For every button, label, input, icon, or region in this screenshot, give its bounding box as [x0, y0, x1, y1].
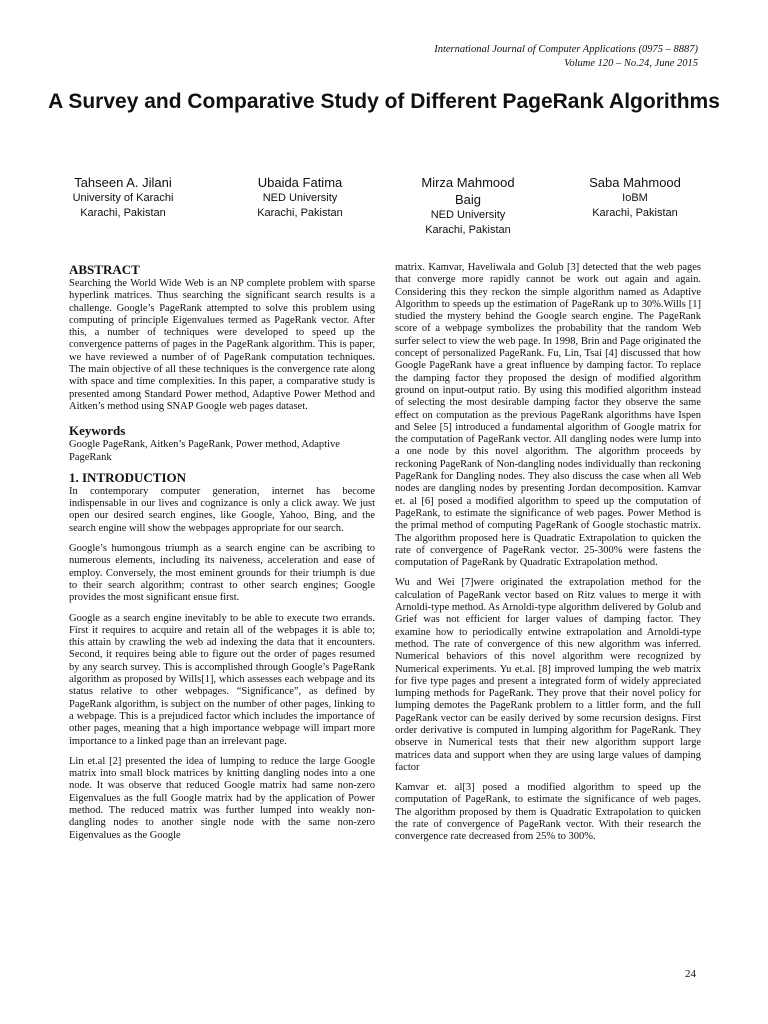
author-location: Karachi, Pakistan	[425, 224, 511, 236]
author-affiliation: NED University	[430, 209, 506, 221]
journal-name: International Journal of Computer Applications (0975 – 8887)	[434, 44, 698, 55]
author-2	[225, 174, 375, 221]
page-number: 24	[685, 968, 696, 980]
intro-paragraph-1: In contemporary computer generation, internet has become indispensable in our lives and cognizance is only a click away. We just open our desired search engines, like Google, Yahoo, Bing, and the search engine will show the webpages appropriate for our search.	[69, 485, 375, 534]
author-name: Tahseen A. Jilani	[74, 175, 172, 190]
author-affiliation: NED University	[262, 192, 338, 204]
author-location: Karachi, Pakistan	[257, 207, 343, 219]
author-location: Karachi, Pakistan	[592, 207, 678, 219]
abstract-heading: ABSTRACT	[69, 262, 140, 277]
author-name: Saba Mahmood	[589, 175, 681, 190]
author-4	[560, 174, 710, 221]
author-1	[48, 174, 198, 221]
keywords-heading: Keywords	[69, 423, 126, 439]
intro-paragraph-4: Lin et.al [2] presented the idea of lumping to reduce the large Google matrix into small block matrices by knitting dangling nodes into a one node. It was observe that reduced Google matrix had same non-zero Eigenvalues as the full Google matrix had by the application of Power method. The reduced matrix was further lumped into weakly non-dangling nodes to another single node with the same non-zero Eigenvalues as the Google	[69, 755, 375, 841]
intro-paragraph-6: Wu and Wei [7]were originated the extrapolation method for the calculation of PageRank vector based on Ritz values to merge it with Arnoldi-type method. As Arnoldi-type algorithm delivered by Golub and Grief was not efficient for larger values of damping factor. They examine how to periodically entwine extrapolation and Arnoldi-type method. The rate of convergence of this new algorithm was inferred. Numerical behaviors of this novel algorithm were recognized by Numerical experiments. Yu et.al. [8] improved lumping the web matrix for five type pages and present a integrated form of widely appreciated lumping methods for PageRank. They prove that their novel policy for lumping demotes the PageRank problem to a littler form, and the full PageRank vector can be easily derived by some recursion designs. First order derivative is computed in lumping algorithm for PageRank. They observe in Numerical tests that their new algorithm support large matrices data and support when they are using large values of damping factor	[395, 577, 701, 773]
journal-header	[434, 43, 698, 71]
intro-paragraph-3: Google as a search engine inevitably to be able to execute two errands. First it requires to acquire and retain all of the webpages it is able to; this attain by crawling the web ad indexing the data that it encounters. Second, it requires being able to figure out the order of pages resumed by any search survey. This is accomplished through Google’s PageRank algorithm as proposed by Wills[1], which assesses each webpage and its status relative to other webpages. “Significance”, as defined by PageRank algorithm, is subject on the number of other pages, linking to a webpage. This is a prejudiced factor which includes the importance of other pages, meaning that a high importance webpage will impart more importance to a linked page than an irrelevant page.	[69, 612, 375, 747]
introduction-heading: 1. INTRODUCTION	[69, 469, 187, 485]
author-3	[393, 174, 543, 238]
journal-volume: Volume 120 – No.24, June 2015	[564, 58, 698, 69]
intro-paragraph-5: matrix. Kamvar, Haveliwala and Golub [3] detected that the web pages that converge more rapidly cannot be work out again and again. Considering this they reckon the simple algorithm named as Adaptive Algorithm to speeds up the estimation of PageRank up to 30%.Wills [1] studied the mystery behind the Google search engine. The PageRank score of a webpage symbolizes the probability that the random Web surfer select to view the web page. In 1998, Brin and Page originated the concept of personalized PageRank. Fu, Lin, Tsai [4] discussed that how Google PageRank have a great influence by damping factor. To replace the damping factor they proposed the design of modified algorithm ground on input-output ratio. By using this modified algorithm instead of selecting the most desirable damping factor they observe the same effect on computation as the previous PageRank algorithms have Ispen and Selee [5] introduced a fundamental algorithm of Google matrix for the computation of PageRank vector. All dangling nodes were lump into a one node by this novel algorithm. The algorithm proceeds by reckoning PageRank of Non-dangling nodes individually than reckoning PageRank for Dangling nodes. They also discuss the case when all Web nodes are dangling nodes by presenting Jordan decomposition. Kamvar et. al [6] posed a modified algorithm to speed up the computation of PageRank, to estimate the significance of web pages. Power Method is the primal method of computing PageRank of Google stochastic matrix. The algorithm proposed here is Quadratic Extrapolation to quicken the rate of convergence of PageRank vector. 25-300% were fastens the computation of PageRank by Quadratic Extrapolation method.	[395, 262, 701, 569]
intro-paragraph-7: Kamvar et. al[3] posed a modified algorithm to speed up the computation of PageRank, to estimate the significance of web pages. The algorithm proposed by them is Quadratic Extrapolation to quicken the rate of convergence of PageRank vector. With their research the convergence rate decreased from 25% to 300%.	[395, 782, 701, 843]
right-column	[395, 262, 701, 852]
author-affiliation: University of Karachi	[72, 192, 174, 204]
abstract-text: Searching the World Wide Web is an NP complete problem with sparse hyperlink matrices. Thus searching the significant search results is a challenge. Google’s PageRank attempted to solve this problem using computing of principle Eigenvalues termed as PageRank vector. After this, a number of techniques were developed to speed up the convergence patterns of pages in the PageRank algorithm. This is paper, we have reviewed a number of of PageRank computation techniques. The main objective of all these techniques is the convergence rate along with space and time complexities. In this paper, a comparative study is presented among Standard Power method, Adaptive Power Method and Aitken’s method using SNAP Google web pages dataset.	[69, 278, 375, 412]
author-name: Ubaida Fatima	[257, 175, 343, 190]
author-location: Karachi, Pakistan	[80, 207, 166, 219]
author-list	[40, 174, 728, 240]
left-column	[69, 262, 375, 850]
author-name: Mirza Mahmood Baig	[421, 175, 515, 207]
author-affiliation: IoBM	[622, 192, 648, 204]
paper-title: A Survey and Comparative Study of Different PageRank Algorithms	[48, 90, 720, 113]
keywords-text: Google PageRank, Aitken’s PageRank, Power method, Adaptive PageRank	[69, 439, 340, 463]
intro-paragraph-2: Google’s humongous triumph as a search engine can be ascribing to numerous elements, including its naiveness, acceleration and ease of employ. Conversely, the most eminent grounds for their triumph is due to their search algorithm; contrast to other search engines; Google provides the most significant ensue first.	[69, 543, 375, 604]
